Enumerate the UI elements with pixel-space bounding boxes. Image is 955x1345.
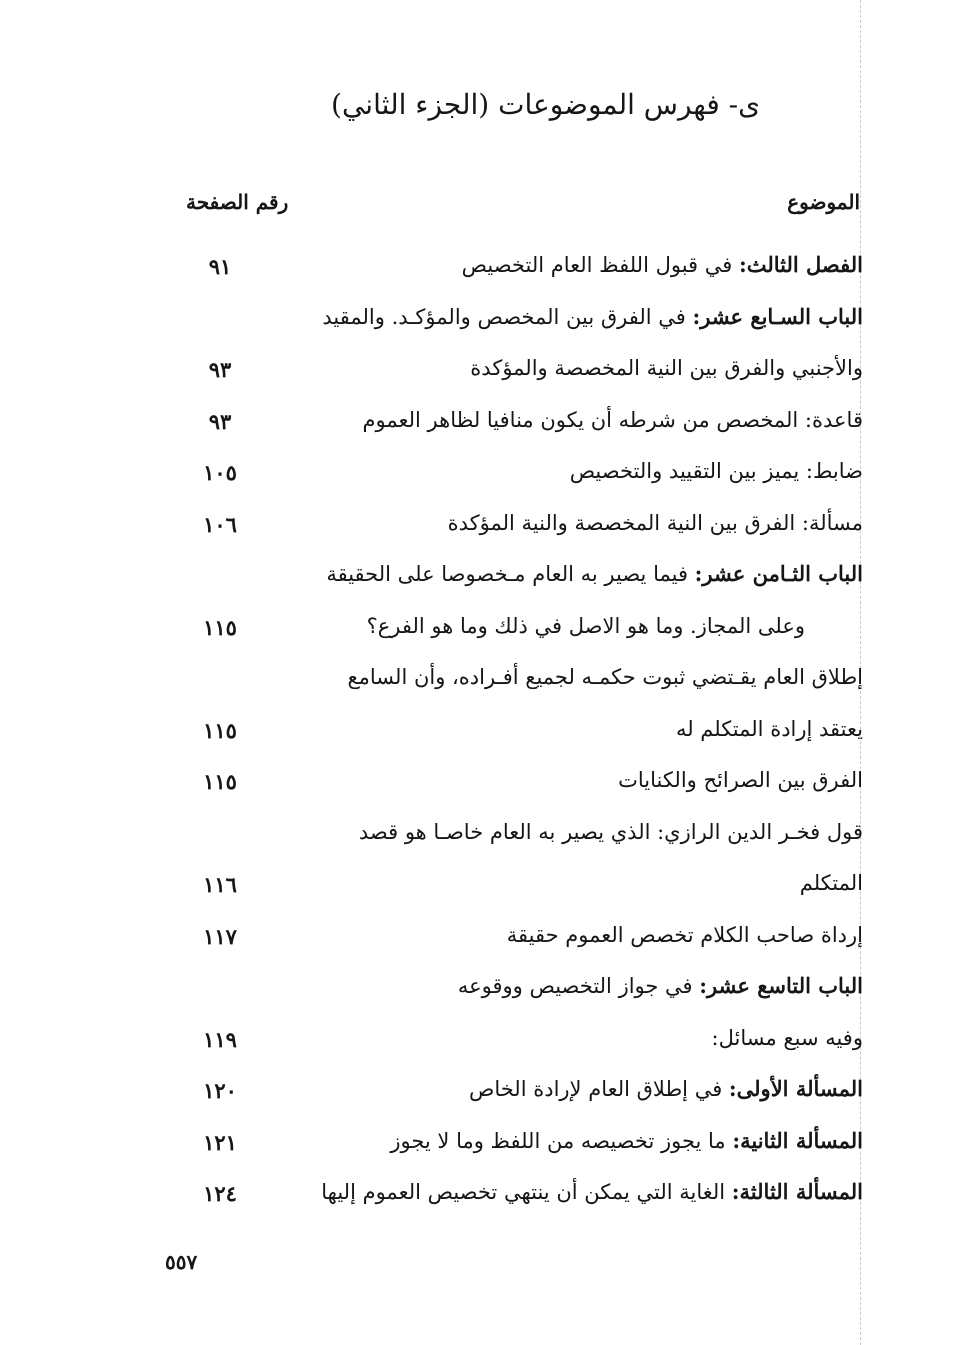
entry-text [347, 664, 863, 689]
entry-page-number: ١١٦ [203, 872, 237, 897]
entry-body: يعتقد إرادة المتكلم له [675, 716, 863, 741]
entry-body: في الفرق بين المخصص والمؤكـد. والمقيد [322, 304, 693, 329]
entry-text [618, 767, 863, 792]
entry-text [800, 870, 863, 895]
index-entry [0, 862, 955, 914]
entry-body: المتكلم [799, 871, 863, 895]
entry-body: قاعدة: المخصص من شرطه أن يكون منافيا لظاهر العموم [362, 407, 863, 432]
entry-text [570, 458, 863, 483]
entry-text [470, 355, 863, 380]
page-number: ٥٥٧ [165, 1250, 198, 1274]
index-entry [0, 399, 955, 451]
entry-text [469, 1076, 863, 1101]
entry-body: وفيه سبع مسائل: [711, 1025, 863, 1050]
entry-page-number: ١٢١ [203, 1129, 237, 1155]
index-entry [0, 1017, 955, 1069]
entry-page-number: ١٢٠ [203, 1078, 237, 1103]
entry-page-number: ١١٩ [203, 1026, 237, 1052]
entry-body: فيما يصير به العام مـخصوصا على الحقيقة [326, 562, 695, 586]
entry-text [712, 1025, 863, 1050]
topic-column-header: الموضوع [787, 190, 860, 214]
index-entry [0, 656, 955, 708]
entry-lead: المسألة الثانية: [732, 1127, 863, 1153]
entry-body: إرداة صاحب الكلام تخصص العموم حقيقة [506, 922, 863, 947]
index-entry [0, 347, 955, 399]
entry-text [390, 1128, 863, 1153]
index-entry [0, 759, 955, 811]
entry-text [367, 613, 805, 638]
entry-body: ما يجوز تخصيصه من اللفظ وما لا يجوز [390, 1128, 733, 1153]
index-entry [0, 965, 955, 1017]
index-entries [0, 244, 955, 1223]
index-entry [0, 502, 955, 554]
entry-body: والأجنبي والفرق بين النية المخصصة والمؤكدة [470, 356, 863, 380]
entry-page-number: ١١٥ [203, 614, 237, 640]
index-entry [0, 244, 955, 296]
entry-text [458, 973, 863, 998]
entry-page-number: ١١٥ [203, 717, 237, 743]
entry-lead: الفصل الثالث: [738, 252, 863, 277]
entry-text [448, 510, 863, 535]
index-entry [0, 605, 955, 657]
entry-lead: المسألة الثالثة: [731, 1179, 863, 1204]
page-title: ى- فهرس الموضوعات (الجزء الثاني) [331, 88, 760, 121]
entry-text [322, 304, 863, 329]
index-entry [0, 1120, 955, 1172]
entry-text [326, 561, 863, 586]
entry-text [462, 252, 863, 277]
entry-body: الغاية التي يمكن أن ينتهي تخصيص العموم إليها [321, 1180, 732, 1204]
entry-lead: الباب التاسع عشر: [699, 973, 863, 998]
index-entry [0, 553, 955, 605]
entry-body: وعلى المجاز. وما هو الاصل في ذلك وما هو الفرع؟ [366, 613, 805, 638]
index-entry [0, 450, 955, 502]
entry-body: قول فخـر الدين الرازي: الذي يصير به العام خاصـا هو قصد [358, 819, 863, 844]
entry-lead: المسألة الأولى: [728, 1076, 863, 1101]
entry-page-number: ٩١ [208, 254, 232, 279]
entry-page-number: ٩٣ [208, 408, 232, 434]
entry-body: مسألة: الفرق بين النية المخصصة والنية المؤكدة [447, 510, 863, 535]
entry-body: في إطلاق العام لإرادة الخاص [468, 1077, 729, 1101]
entry-body: في قبول اللفظ العام التخصيص [461, 253, 739, 277]
entry-body: ضابط: يميز بين التقييد والتخصيص [569, 459, 863, 483]
entry-page-number: ١٠٦ [203, 511, 237, 537]
entry-text [676, 716, 863, 741]
index-entry [0, 1171, 955, 1223]
entry-body: إطلاق العام يقـتضي ثبوت حكمـه لجميع أفـراده، وأن السامع [347, 665, 863, 689]
entry-body: في جواز التخصيص ووقوعه [457, 974, 700, 998]
index-entry [0, 811, 955, 863]
entry-lead: الباب السـابع عشر: [692, 303, 863, 329]
entry-page-number: ١٠٥ [203, 460, 237, 485]
entry-body: الفرق بين الصرائح والكنايات [618, 768, 863, 792]
entry-page-number: ١١٥ [203, 769, 237, 794]
entry-page-number: ١٢٤ [203, 1181, 237, 1206]
index-entry [0, 914, 955, 966]
entry-page-number: ١١٧ [203, 923, 237, 949]
entry-text [363, 407, 864, 432]
index-entry [0, 296, 955, 348]
index-entry [0, 708, 955, 760]
entry-text [321, 1179, 863, 1204]
entry-text [359, 819, 863, 844]
index-entry [0, 1068, 955, 1120]
entry-text [507, 922, 863, 947]
page-column-header: رقم الصفحة [186, 190, 289, 214]
entry-lead: الباب الثـامن عشر: [694, 561, 863, 586]
entry-page-number: ٩٣ [208, 357, 232, 382]
